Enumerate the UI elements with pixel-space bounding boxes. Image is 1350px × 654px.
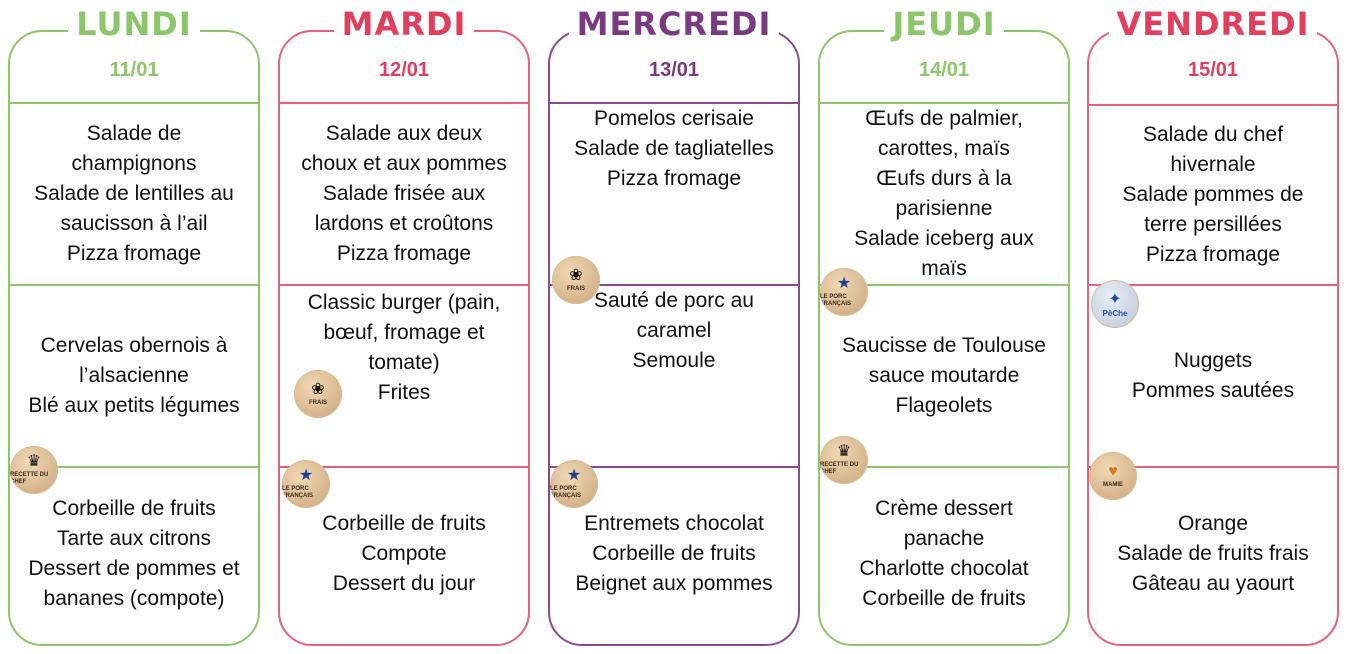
- menu-line: Dessert du jour: [332, 572, 476, 595]
- menu-line: Saucisse de Toulouse: [842, 334, 1046, 357]
- menu-line: tomate): [368, 351, 440, 374]
- menu-line: Salade de tagliatelles: [574, 137, 774, 160]
- badge-glyph: ★: [298, 467, 314, 484]
- menu-line: Charlotte chocolat: [859, 557, 1029, 580]
- menu-line: Corbeille de fruits: [862, 587, 1026, 610]
- mains-cell: [822, 286, 1066, 466]
- day-column-lundi: [8, 5, 260, 646]
- fresh-produce-icon: [294, 370, 342, 418]
- menu-line: bœuf, fromage et: [323, 321, 485, 344]
- menu-line: caramel: [636, 319, 712, 342]
- menu-line: Sauté de porc au: [594, 289, 754, 312]
- menu-line: Blé aux petits légumes: [28, 394, 240, 417]
- menu-line: Salade de: [86, 122, 182, 145]
- badge-text: FRAIS: [309, 399, 327, 406]
- desserts-cell: [822, 468, 1066, 640]
- menu-line: Gâteau au yaourt: [1131, 572, 1295, 595]
- starters-cell: [552, 104, 796, 284]
- menu-line: panache: [903, 527, 985, 550]
- badge-text: PêChe: [1102, 308, 1128, 318]
- menu-line: Salade aux deux: [325, 122, 483, 145]
- recette-de-mamie-icon: [1089, 452, 1137, 500]
- menu-line: Salade iceberg aux: [854, 227, 1034, 250]
- day-title: VENDREDI: [1109, 5, 1318, 43]
- menu-line: Salade du chef: [1142, 123, 1284, 146]
- day-date: 13/01: [648, 59, 700, 81]
- badge-text: RECETTE DU CHEF: [820, 462, 859, 475]
- menu-line: Beignet aux pommes: [575, 572, 773, 595]
- badge-glyph: ❀: [569, 266, 583, 284]
- menu-line: Corbeille de fruits: [52, 497, 216, 520]
- menu-line: lardons et croûtons: [314, 212, 494, 235]
- peche-francaise-icon: [1091, 280, 1139, 328]
- starters-cell: [12, 104, 256, 284]
- mains-cell: [12, 286, 256, 466]
- menu-line: maïs: [921, 257, 967, 280]
- day-date: 14/01: [918, 59, 970, 81]
- menu-line: carottes, maïs: [878, 137, 1010, 160]
- desserts-cell: [12, 468, 256, 640]
- menu-line: Pizza fromage: [606, 167, 742, 190]
- menu-line: terre persillées: [1144, 213, 1282, 236]
- menu-line: Pizza fromage: [1145, 243, 1281, 266]
- menu-line: choux et aux pommes: [301, 152, 507, 175]
- badge-text: LE PORC FRANÇAIS: [820, 294, 851, 307]
- menu-line: Salade de fruits frais: [1117, 542, 1309, 565]
- menu-line: parisienne: [895, 197, 993, 220]
- menu-line: Corbeille de fruits: [322, 512, 486, 535]
- menu-line: Semoule: [632, 349, 716, 372]
- badge-glyph: ♛: [836, 443, 852, 460]
- menu-line: Entremets chocolat: [584, 512, 764, 535]
- starters-cell: [1091, 106, 1335, 284]
- day-title: LUNDI: [68, 5, 199, 43]
- badge-text: RECETTE DU CHEF: [10, 472, 49, 485]
- menu-line: Dessert de pommes et: [28, 557, 240, 580]
- badge-text: MAMIE: [1103, 481, 1123, 488]
- chef-hat-icon: [820, 436, 868, 484]
- day-date: 15/01: [1187, 59, 1239, 81]
- menu-line: Cervelas obernois à: [40, 334, 228, 357]
- menu-line: Salade frisée aux: [322, 182, 486, 205]
- day-date: 11/01: [109, 59, 159, 81]
- badge-glyph: ♥: [1108, 462, 1118, 480]
- menu-line: Pommes sautées: [1131, 379, 1295, 402]
- day-title: MARDI: [334, 5, 475, 43]
- badge-text: LE PORC FRANÇAIS: [550, 486, 581, 499]
- menu-line: Orange: [1177, 512, 1249, 535]
- day-title: MERCREDI: [569, 5, 780, 43]
- le-porc-francais-icon: [282, 460, 330, 508]
- menu-line: saucisson à l’ail: [60, 212, 208, 235]
- day-column-vendredi: [1087, 5, 1339, 646]
- menu-line: Tarte aux citrons: [56, 527, 212, 550]
- badge-glyph: ✦: [1108, 290, 1122, 308]
- menu-line: sauce moutarde: [868, 364, 1020, 387]
- menu-line: Compote: [361, 542, 447, 565]
- badge-glyph: ★: [566, 467, 582, 484]
- menu-line: Salade de lentilles au: [34, 182, 234, 205]
- menu-line: Œufs de palmier,: [865, 107, 1023, 130]
- menu-line: Flageolets: [895, 394, 993, 417]
- day-column-mardi: [278, 5, 530, 646]
- le-porc-francais-icon: [820, 268, 868, 316]
- menu-line: Salade pommes de: [1122, 183, 1304, 206]
- menu-line: Pizza fromage: [66, 242, 202, 265]
- menu-line: l’alsacienne: [79, 364, 189, 387]
- menu-line: Nuggets: [1173, 349, 1253, 372]
- starters-cell: [282, 104, 526, 284]
- menu-line: Classic burger (pain,: [307, 291, 501, 314]
- menu-line: Frites: [377, 381, 431, 404]
- le-porc-francais-icon: [550, 460, 598, 508]
- badge-glyph: ❀: [311, 380, 325, 398]
- fresh-produce-icon: [552, 256, 600, 304]
- menu-line: champignons: [71, 152, 197, 175]
- day-date: 12/01: [378, 59, 430, 81]
- badge-glyph: ♛: [26, 453, 42, 470]
- menu-line: Pizza fromage: [336, 242, 472, 265]
- starters-cell: [822, 104, 1066, 284]
- menu-line: hivernale: [1170, 153, 1256, 176]
- badge-glyph: ★: [836, 275, 852, 292]
- mains-cell: [552, 286, 796, 466]
- badge-text: LE PORC FRANÇAIS: [282, 486, 313, 499]
- menu-line: Œufs durs à la: [876, 167, 1012, 190]
- chef-hat-icon: [10, 446, 58, 494]
- day-column-jeudi: [818, 5, 1070, 646]
- day-title: JEUDI: [884, 5, 1003, 43]
- menu-line: Pomelos cerisaie: [594, 107, 754, 130]
- menu-line: bananes (compote): [43, 587, 225, 610]
- menu-line: Crème dessert: [875, 497, 1013, 520]
- day-column-mercredi: [548, 5, 800, 646]
- menu-line: Corbeille de fruits: [592, 542, 756, 565]
- badge-text: FRAIS: [567, 285, 585, 292]
